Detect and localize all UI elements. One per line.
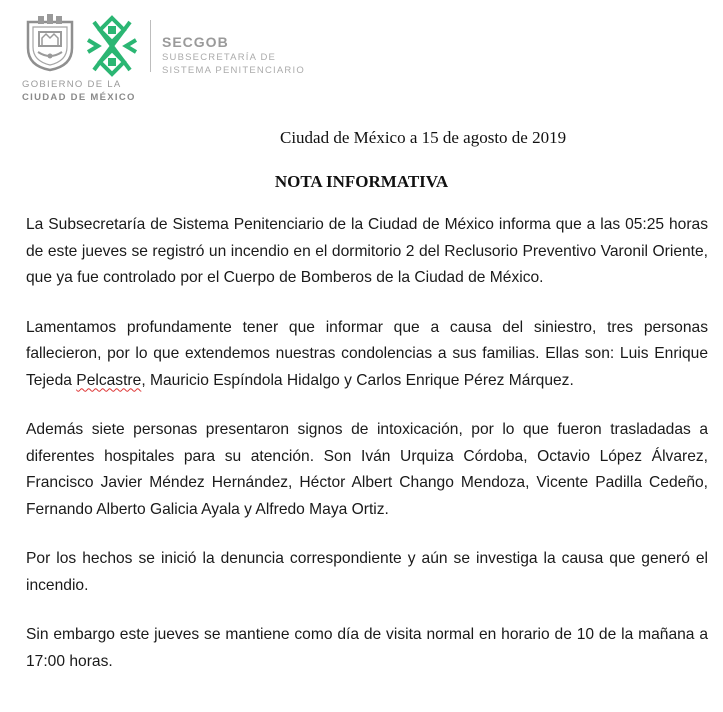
- cdmx-coat-of-arms-icon: [24, 14, 76, 72]
- paragraph-incident: La Subsecretaría de Sistema Penitenciario de la Ciudad de México informa que a las 05:25 horas de este jueves se registró un incendio en el dormitorio 2 del Reclusorio Preventivo Varonil Oriente, que ya fue controlado por el Cuerpo de Bomberos de la Ciudad de México.: [26, 216, 708, 286]
- letterhead: [22, 12, 342, 112]
- government-line-1: GOBIERNO DE LA: [22, 79, 122, 90]
- paragraph-investigation: Por los hechos se inició la denuncia correspondiente y aún se investiga la causa que generó el incendio.: [26, 550, 708, 594]
- logo-separator: [150, 20, 151, 72]
- government-line-2: CIUDAD DE MÉXICO: [22, 92, 136, 103]
- agency-subtitle: [162, 52, 305, 77]
- victims-text-end: , Mauricio Espíndola Hidalgo y Carlos Enrique Pérez Márquez.: [141, 371, 574, 389]
- paragraph-visits: Sin embargo este jueves se mantiene como día de visita normal en horario de 10 de la mañana a 17:00 horas.: [26, 626, 708, 670]
- agency-subtitle-line-2: SISTEMA PENITENCIARIO: [162, 64, 305, 76]
- paragraph-victims: [26, 315, 708, 395]
- victims-text-start: Lamentamos profundamente tener que informar que a causa del siniestro, tres personas fallecieron, por lo que extendemos nuestras condolencias a sus familias. Ellas son: Luis Enrique Tejeda: [26, 318, 708, 389]
- agency-name: SECGOB: [162, 34, 229, 50]
- spellcheck-flagged-word: Pelcastre: [76, 371, 142, 389]
- cdmx-x-logo-icon: [84, 14, 140, 78]
- document-date: Ciudad de México a 15 de agosto de 2019: [280, 128, 567, 147]
- document-title: NOTA INFORMATIVA: [274, 172, 449, 191]
- paragraph-intoxicated: Además siete personas presentaron signos de intoxicación, por lo que fueron trasladadas a diferentes hospitales para su atención. Son Iván Urquiza Córdoba, Octavio López Álvarez, Francisco Javier Méndez Hernández, Héctor Albert Chango Mendoza, Vicente Padilla Cedeño, Fernando Alberto Galicia Ayala y Alfredo Maya Ortiz.: [26, 421, 708, 518]
- agency-subtitle-line-1: SUBSECRETARÍA DE: [162, 52, 277, 63]
- document-body: [26, 212, 708, 698]
- government-name: [22, 78, 142, 104]
